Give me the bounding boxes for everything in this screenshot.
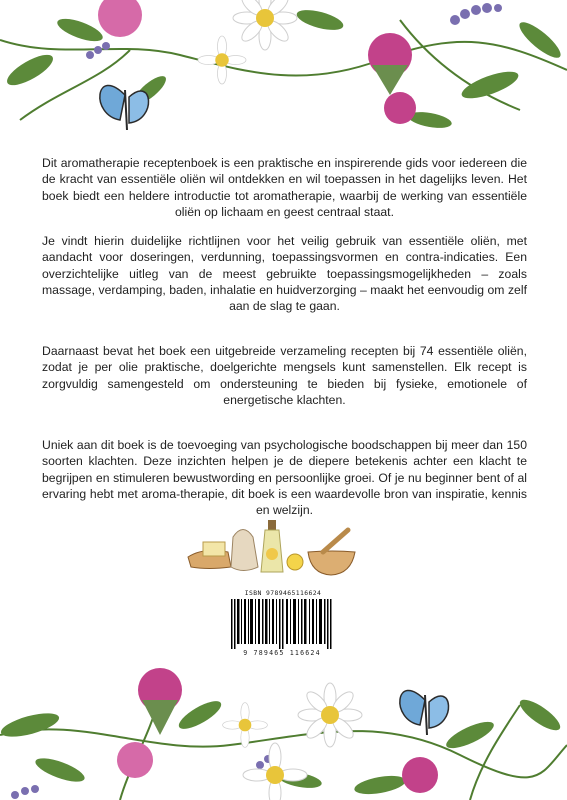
floral-border-bottom [0, 655, 567, 800]
isbn-barcode [228, 589, 338, 662]
barcode-bars [231, 599, 335, 649]
description-paragraph-1: Dit aromatherapie receptenboek is een praktische en inspirerende gids voor iedereen die de kracht van essentiële oliën wil ontdekken en wil toepassen in het dagelijks leven. Het boek biedt een heldere introductie tot aromatherapie, waarbij de werking van essentiële oliën op lichaam en geest centraal staat. [42, 156, 527, 219]
description-paragraph-2: Je vindt hierin duidelijke richtlijnen voor het veilig gebruik van essentiële oliën, met aandacht voor doseringen, verdunning, toepassingsvormen en contra-indicaties. Een overzichtelijke uitleg van de meest gebruikte toepassingsmogelijkheden – zoals massage, verdamping, baden, inhalatie en huidverzorging – maakt het eenvoudig om zelf aan de slag te gaan. [42, 234, 527, 314]
spa-set-icon [183, 512, 363, 582]
description-paragraph-3: Daarnaast bevat het boek een uitgebreide verzameling recepten bij 74 essentiële oliën, zodat je per olie praktische, doelgerichte mengsels kunt samenstellen. Elk recept is zorgvuldig samengesteld om ondersteuning te bieden bij fysieke, emotionele of energetische klachten. [42, 344, 527, 407]
butterfly-icon [100, 85, 149, 130]
isbn-label: ISBN 9789465116624 [244, 589, 322, 597]
isbn-digits: 9 789465 116624 [243, 649, 321, 657]
description-paragraph-4: Uniek aan dit boek is de toevoeging van psychologische boodschappen bij meer dan 150 soorten klachten. Deze inzichten helpen je de diepere betekenis achter een klacht te begrijpen en stimuleren bewustwording en persoonlijke groei. Of je nu beginner bent of al ervaring hebt met aroma-therapie, dit boek is een waardevolle bron van inspiratie, kennis en welzijn. [42, 438, 527, 518]
floral-border-top [0, 0, 567, 150]
butterfly-icon-bottom [400, 690, 449, 735]
